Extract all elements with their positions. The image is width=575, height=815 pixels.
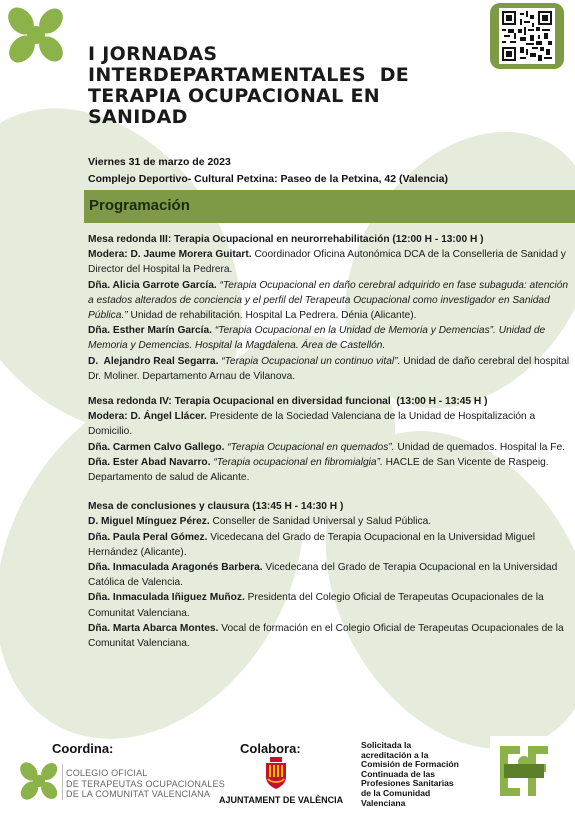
cfc-logo-icon <box>490 736 558 806</box>
program-entry <box>88 278 572 324</box>
talk-title: “Terapia Ocupacional en la Unidad de Memoria y Demencias”. Unidad de Memoria y Demencias. Hospital la Magdalena. Área de Castellón. <box>88 325 546 352</box>
colabora-label: Colabora: <box>240 741 301 756</box>
divider <box>62 764 63 800</box>
talk-title: “Terapia Ocupacional un continuo vital”. <box>218 355 401 367</box>
speaker-name: Dña. Ester Abad Navarro. <box>88 456 211 468</box>
program-content <box>88 232 572 661</box>
speaker-name: Dña. Carmen Calvo Gallego. <box>88 441 225 453</box>
coordina-label: Coordina: <box>52 741 114 756</box>
colegio-line: DE TERAPEUTAS OCUPACIONALES <box>66 778 225 789</box>
speaker-name: Dña. Alicia Garrote García. <box>88 279 217 291</box>
section-title: Mesa redonda III: Terapia Ocupacional en neurorrehabilitación (12:00 H - 13:00 H ) <box>88 234 484 245</box>
accreditation-line: Profesiones Sanitarias <box>361 778 454 789</box>
speaker-desc: Unidad de daño cerebral del hospital Dr. Moliner. Departamento Arnau de Vilanova. <box>88 355 570 382</box>
colegio-logo-small-icon <box>18 760 60 802</box>
speaker-name: Dña. Inmaculada Aragonés Barbera. <box>88 562 263 574</box>
page-title <box>88 44 508 128</box>
program-entry <box>88 590 572 620</box>
talk-title: “Terapia Ocupacional en daño cerebral adquirido en fase subaguda: atención a estados alterados de conciencia y el perfil del Terapeuta Ocupacional como investigador en Sanidad Pública.” <box>88 279 569 322</box>
program-entry <box>88 354 572 384</box>
colegio-name <box>66 768 225 800</box>
speaker-desc: Vicedecana del Grado de Terapia Ocupacional en la Universidad Católica de Valencia. <box>88 562 558 589</box>
speaker-name: Dña. Esther Marín García. <box>88 325 212 337</box>
program-section <box>88 394 572 485</box>
colegio-line: COLEGIO OFICIAL <box>66 768 148 778</box>
program-heading: Programación <box>89 197 190 214</box>
title-line-3: TERAPIA OCUPACIONAL EN <box>88 85 380 107</box>
program-entry <box>88 409 572 439</box>
speaker-desc: Vocal de formación en el Colegio Oficial de Terapeutas Ocupacionales de la Comunitat Valenciana. <box>88 622 564 650</box>
program-entry <box>88 621 572 651</box>
speaker-desc: Coordinador Oficina Autonómica DCA de la Conselleria de Sanidad y Director del Hospital la Pedrera. <box>88 249 566 276</box>
accreditation-line: Solicitada la <box>361 740 412 750</box>
title-line-1: I JORNADAS <box>88 43 218 65</box>
ajuntament-label: AJUNTAMENT DE VALÈNCIA <box>219 795 344 805</box>
speaker-name: Dña. Paula Peral Gómez. <box>88 531 208 543</box>
speaker-desc: Presidenta del Colegio Oficial de Terapeutas Ocupacionales de la Comunitat Valenciana. <box>88 592 544 619</box>
speaker-desc: Unidad de rehabilitación. Hospital La Pedrera. Dénia (Alicante). <box>127 310 417 322</box>
program-entry <box>88 455 572 485</box>
speaker-desc: Unidad de quemados. Hospital la Fe. <box>394 441 565 453</box>
program-section <box>88 232 572 384</box>
speaker-name: Dña. Marta Abarca Montes. <box>88 622 219 634</box>
event-venue: Complejo Deportivo- Cultural Petxina: Paseo de la Petxina, 42 (Valencia) <box>88 173 449 185</box>
speaker-desc: HACLE de San Vicente de Raspeig. Departamento de salud de Alicante. <box>88 456 549 484</box>
speaker-name: Modera: D. Jaume Morera Guitart. <box>88 249 252 261</box>
speaker-desc: Vicedecana del Grado de Terapia Ocupacional en la Universidad Miguel Hernández (Alicante). <box>88 531 535 558</box>
section-title: Mesa redonda IV: Terapia Ocupacional en diversidad funcional (13:00 H - 13:45 H ) <box>88 396 488 408</box>
section-title: Mesa de conclusiones y clausura (13:45 H - 14:30 H ) <box>88 501 344 513</box>
accreditation-line: acreditación a la <box>361 749 429 760</box>
talk-title: “Terapia ocupacional en fibromialgia”. <box>210 456 383 468</box>
program-entry <box>88 514 572 529</box>
talk-title: “Terapia Ocupacional en quemados”. <box>224 441 395 453</box>
event-date: Viernes 31 de marzo de 2023 <box>88 156 231 168</box>
accreditation-note <box>361 741 489 808</box>
title-line-4: SANIDAD <box>88 106 188 128</box>
accreditation-line: de la Comunidad <box>361 787 431 798</box>
colegio-line: DE LA COMUNITAT VALENCIANA <box>66 789 211 799</box>
program-entry <box>88 440 572 455</box>
program-entry <box>88 247 572 277</box>
speaker-desc: Presidente de la Sociedad Valenciana de la Unidad de Hospitalización a Domicilio. <box>88 411 536 438</box>
accreditation-line: Valenciana <box>361 797 406 808</box>
program-entry <box>88 530 572 560</box>
program-heading-bar <box>84 190 575 223</box>
program-entry <box>88 560 572 590</box>
speaker-desc: Conseller de Sanidad Universal y Salud Pública. <box>209 516 432 528</box>
accreditation-line: Comisión de Formación <box>361 759 459 770</box>
speaker-name: Modera: D. Ángel Llácer. <box>88 411 207 423</box>
program-entry <box>88 323 572 353</box>
colegio-logo-icon <box>5 4 67 66</box>
title-line-2: INTERDEPARTAMENTALES DE <box>88 64 410 86</box>
program-section <box>88 499 572 651</box>
speaker-name: D. Miguel Mínguez Pérez. <box>88 516 210 528</box>
accreditation-line: Continuada de las <box>361 768 436 779</box>
speaker-name: D. Alejandro Real Segarra. <box>88 355 219 367</box>
ajuntament-emblem-icon <box>263 757 289 791</box>
speaker-name: Dña. Inmaculada Iñiguez Muñoz. <box>88 592 245 604</box>
